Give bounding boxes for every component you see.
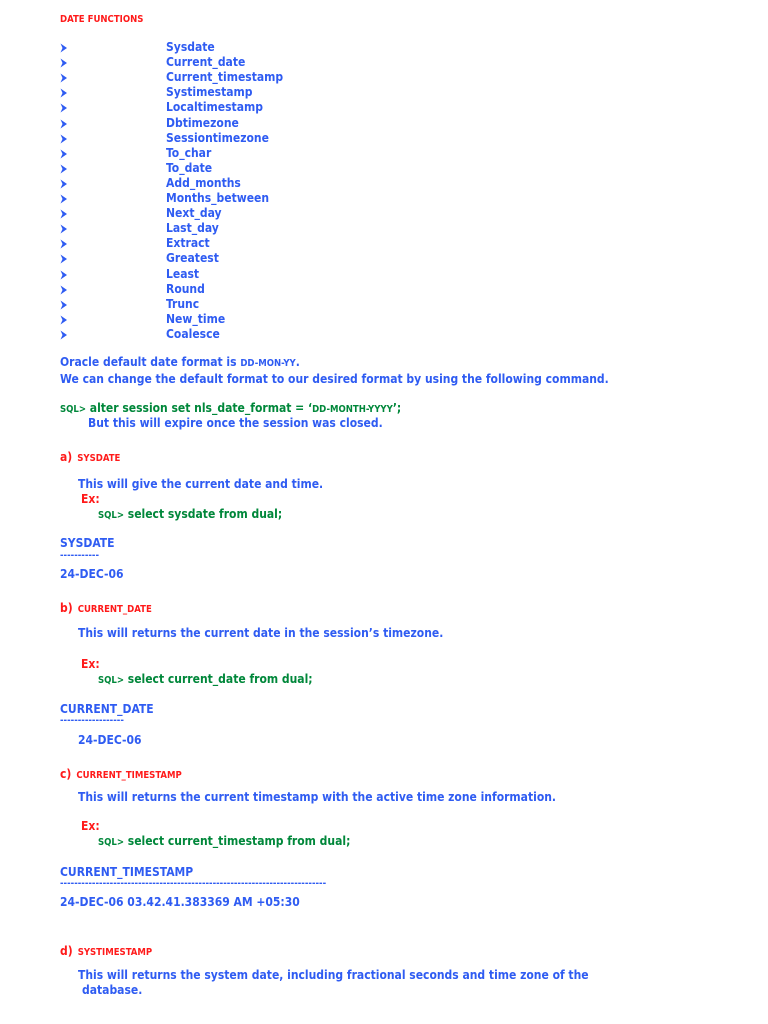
intro-text: Oracle default date format is <box>60 355 241 369</box>
section-b-result-header: CURRENT_DATE <box>60 702 154 716</box>
function-list-item: Sessiontimezone <box>166 130 269 145</box>
function-list-item: Current_date <box>166 55 246 70</box>
command-format: DD-MONTH-YYYY <box>312 404 393 415</box>
section-c-result-separator: --------------------------------------------------------------------------- <box>60 878 327 889</box>
section-c-heading <box>60 763 182 782</box>
bullet-arrow-icon <box>60 73 68 83</box>
command-text: alter session set nls_date_format = ‘ <box>86 401 313 415</box>
function-list-item: Months_between <box>166 191 270 205</box>
section-letter: d) <box>60 944 73 958</box>
bullet-arrow-icon <box>60 239 68 249</box>
function-list-item: Coalesce <box>166 326 220 341</box>
function-list-item: Sysdate <box>166 40 215 54</box>
function-list-item: Last_day <box>166 221 219 236</box>
section-name: CURRENT_TIMESTAMP <box>76 770 182 781</box>
bullet-arrow-icon <box>60 149 68 159</box>
function-list-item: Add_months <box>166 175 241 190</box>
section-letter: a) <box>60 450 73 464</box>
section-name: CURRENT_DATE <box>77 604 152 615</box>
sql-prompt: SQL> <box>98 510 125 521</box>
section-letter: c) <box>60 767 72 781</box>
section-a-result-value: 24-DEC-06 <box>60 567 124 581</box>
function-list-item: Next_day <box>166 206 222 221</box>
function-list-item: Least <box>166 266 200 281</box>
section-c-query <box>98 834 350 848</box>
function-list-item: Dbtimezone <box>166 115 239 130</box>
function-list-item: Trunc <box>166 296 200 311</box>
bullet-arrow-icon <box>60 254 68 264</box>
section-name: SYSDATE <box>77 453 121 464</box>
section-a-result-separator: ----------- <box>60 550 100 561</box>
section-b-query <box>98 672 313 686</box>
function-list-item: Extract <box>166 236 210 251</box>
command-end: ’; <box>392 401 402 415</box>
section-a-heading <box>60 446 120 465</box>
section-name: SYSTIMESTAMP <box>77 947 153 958</box>
section-a-description: This will give the current date and time. <box>78 477 324 491</box>
function-list-item: Round <box>166 281 205 296</box>
query-text: select sysdate from dual; <box>124 507 283 521</box>
function-list-item: To_date <box>166 160 213 175</box>
section-d-heading <box>60 940 152 959</box>
section-b-result-value: 24-DEC-06 <box>78 733 142 747</box>
bullet-arrow-icon <box>60 88 68 98</box>
function-list-item: To_char <box>166 145 212 160</box>
section-a-example-label: Ex: <box>81 492 100 506</box>
section-b-result-separator: ------------------ <box>60 715 124 726</box>
bullet-arrow-icon <box>60 224 68 234</box>
query-text: select current_date from dual; <box>124 672 313 686</box>
bullet-arrow-icon <box>60 119 68 129</box>
section-d-description-line-2: database. <box>82 983 143 997</box>
function-list-item: Systimestamp <box>166 85 253 100</box>
section-c-result-value: 24-DEC-06 03.42.41.383369 AM +05:30 <box>60 895 300 909</box>
function-list-item: New_time <box>166 311 226 326</box>
section-c-example-label: Ex: <box>81 819 100 833</box>
page-title: DATE FUNCTIONS <box>60 14 144 25</box>
bullet-arrow-icon <box>60 164 68 174</box>
function-list-item: Greatest <box>166 251 219 266</box>
intro-line-2: We can change the default format to our desired format by using the following command. <box>60 372 609 386</box>
section-a-query <box>98 507 282 521</box>
bullet-arrow-icon <box>60 58 68 68</box>
bullet-arrow-icon <box>60 179 68 189</box>
function-list-item: Localtimestamp <box>166 100 263 115</box>
intro-line-1 <box>60 355 300 369</box>
bullet-arrow-icon <box>60 134 68 144</box>
bullet-arrow-icon <box>60 330 68 340</box>
section-c-result-header: CURRENT_TIMESTAMP <box>60 865 194 879</box>
bullet-arrow-icon <box>60 270 68 280</box>
section-d-description-line-1: This will returns the system date, including fractional seconds and time zone of the <box>78 968 589 982</box>
bullet-arrow-icon <box>60 285 68 295</box>
bullet-arrow-icon <box>60 43 68 53</box>
default-format: DD-MON-YY <box>240 358 296 369</box>
sql-prompt: SQL> <box>60 404 87 415</box>
command-note: But this will expire once the session was closed. <box>88 416 383 430</box>
section-b-description: This will returns the current date in the session’s timezone. <box>78 626 444 640</box>
bullet-arrow-icon <box>60 300 68 310</box>
bullet-arrow-icon <box>60 315 68 325</box>
bullet-arrow-icon <box>60 209 68 219</box>
bullet-arrow-icon <box>60 194 68 204</box>
intro-period: . <box>295 355 300 369</box>
section-b-example-label: Ex: <box>81 657 100 671</box>
section-letter: b) <box>60 601 73 615</box>
sql-prompt: SQL> <box>98 837 125 848</box>
section-a-result-header: SYSDATE <box>60 536 115 550</box>
bullet-arrow-icon <box>60 103 68 113</box>
sql-prompt: SQL> <box>98 675 125 686</box>
query-text: select current_timestamp from dual; <box>124 834 351 848</box>
function-list-item: Current_timestamp <box>166 70 284 85</box>
section-c-description: This will returns the current timestamp with the active time zone information. <box>78 790 557 804</box>
alter-session-command <box>60 401 401 415</box>
section-b-heading <box>60 597 152 616</box>
